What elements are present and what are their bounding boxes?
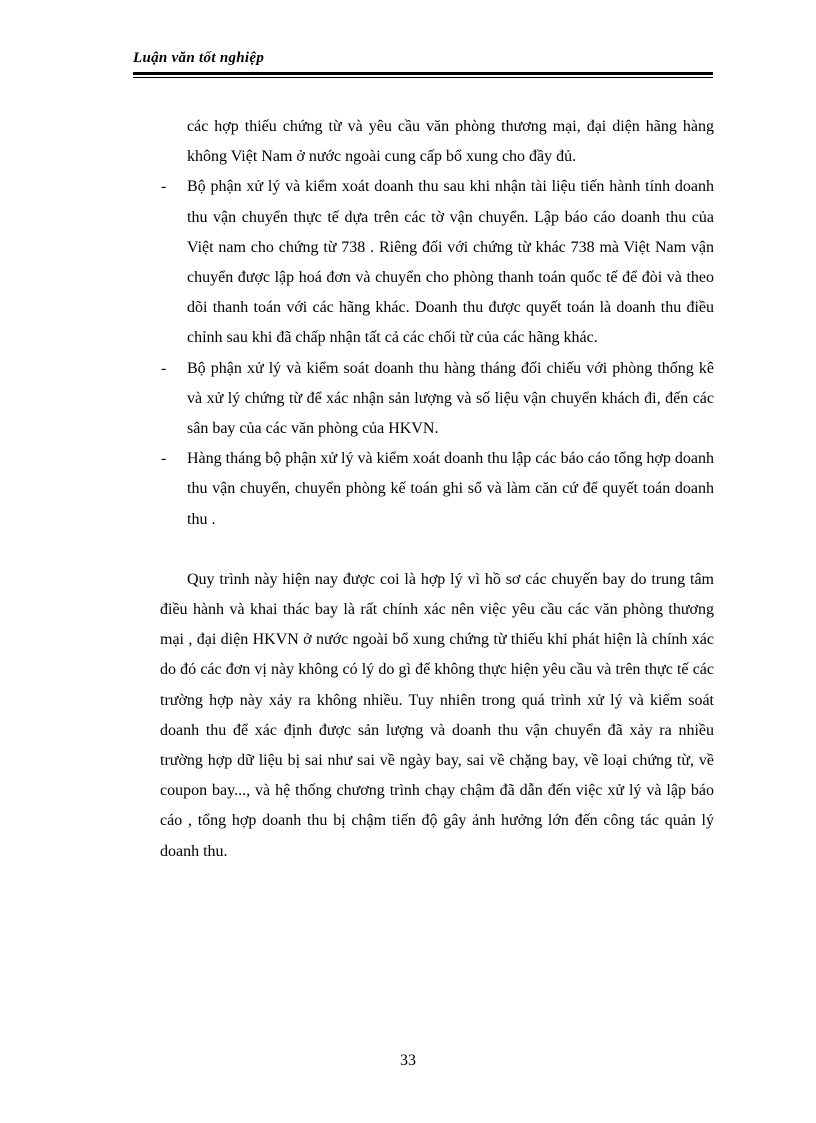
header-rule-thin bbox=[133, 77, 713, 78]
bullet-item bbox=[161, 444, 714, 535]
page-number: 33 bbox=[400, 1052, 416, 1069]
continuation-text: các hợp thiếu chứng từ và yêu cầu văn phòng thương mại, đại diện hãng hàng không Việt Nam ở nước ngoài cung cấp bổ xung cho đầy đủ. bbox=[187, 118, 714, 166]
bullet-item bbox=[161, 172, 714, 353]
bullet-dash: - bbox=[161, 178, 167, 196]
bullet-dash: - bbox=[161, 450, 167, 468]
page-body bbox=[0, 112, 816, 867]
header-rule-thick bbox=[133, 72, 713, 75]
bullet-text: Bộ phận xử lý và kiểm soát doanh thu hàng tháng đối chiếu với phòng thống kê và xử lý chứng từ để xác nhận sản lượng và số liệu vận chuyển khách đi, đến các sân bay của các văn phòng của HKVN. bbox=[187, 359, 714, 438]
bullet-dash: - bbox=[161, 359, 167, 377]
bullet-item bbox=[161, 354, 714, 445]
body-paragraph: Quy trình này hiện nay được coi là hợp lý vì hồ sơ các chuyến bay do trung tâm điều hành và khai thác bay là rất chính xác nên việc yêu cầu các văn phòng thương mại , đại diện HKVN ở nước ngoài bổ xung chứng từ thiếu khi phát hiện là chính xác do đó các đơn vị này không có lý do gì để không thực hiện yêu cầu và trên thực tế các trường hợp này xảy ra không nhiều. Tuy nhiên trong quá trình xử lý và kiểm soát doanh thu để xác định được sản lượng và doanh thu vận chuyển đã xảy ra nhiều trường hợp dữ liệu bị sai như sai về ngày bay, sai về chặng bay, về loại chứng từ, về coupon bay..., và hệ thống chương trình chạy chậm đã dẫn đến việc xử lý và lập báo cáo , tổng hợp doanh thu bị chậm tiến độ gây ảnh hưởng lớn đến công tác quản lý doanh thu. bbox=[160, 570, 714, 860]
bullet-text: Bộ phận xử lý và kiểm xoát doanh thu sau khi nhận tài liệu tiến hành tính doanh thu vận chuyển thực tế dựa trên các tờ vận chuyển. Lập báo cáo doanh thu của Việt nam cho chứng từ 738 . Riêng đối với chứng từ khác 738 mà Việt Nam vận chuyển được lập hoá đơn và chuyển cho phòng thanh toán quốc tế để đòi và theo dõi thanh toán với các hãng khác. Doanh thu được quyết toán là doanh thu điều chỉnh sau khi đã chấp nhận tất cả các chối từ của các hãng khác. bbox=[187, 178, 714, 347]
running-header-title: Luận văn tốt nghiệp bbox=[133, 50, 265, 66]
bullet-text: Hàng tháng bộ phận xử lý và kiểm xoát doanh thu lập các báo cáo tổng hợp doanh thu vận chuyển, chuyển phòng kế toán ghi sổ và làm căn cứ để quyết toán doanh thu . bbox=[187, 450, 714, 528]
